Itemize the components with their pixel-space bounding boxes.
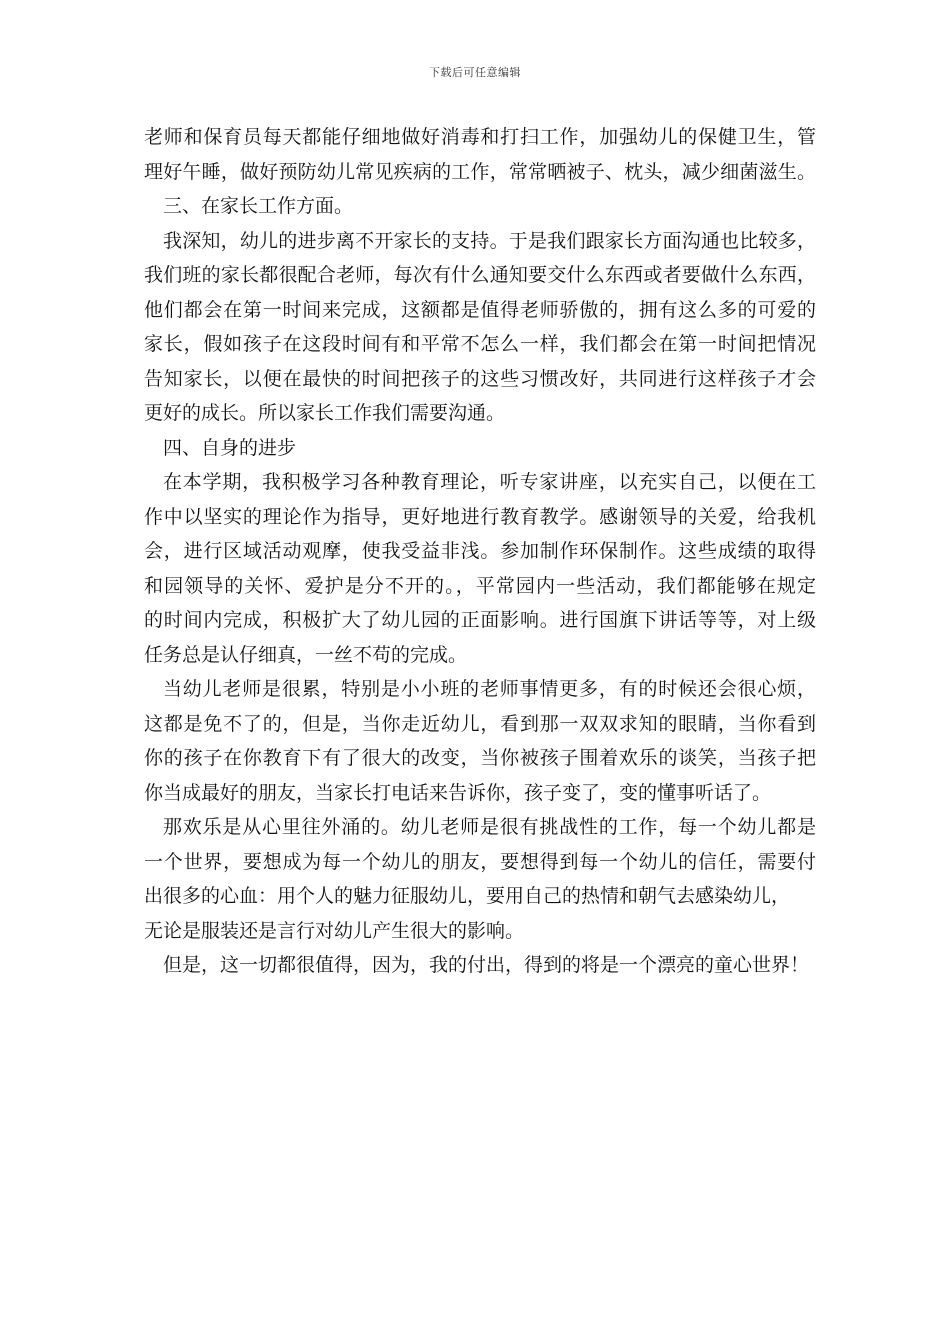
- text-line: 的时间内完成，积极扩大了幼儿园的正面影响。进行国旗下讲话等等，对上级: [144, 609, 816, 631]
- text-line: 告知家长，以便在最快的时间把孩子的这些习惯改好，共同进行这样孩子才会: [144, 367, 816, 390]
- section-heading: 四、自身的进步: [163, 436, 297, 459]
- text-line: 老师和保育员每天都能仔细地做好消毒和打扫工作，加强幼儿的保健卫生，管: [144, 126, 816, 148]
- text-line: 你当成最好的朋友，当家长打电话来告诉你，孩子变了，变的懂事听话了。: [144, 781, 772, 804]
- page-header: 下载后可任意编辑: [429, 66, 521, 79]
- text-line: 任务总是认仔细真，一丝不苟的完成。: [144, 643, 468, 666]
- text-line: 无论是服装还是言行对幼儿产生很大的影响。: [144, 919, 525, 942]
- text-line: 在本学期，我积极学习各种教育理论，听专家讲座，以充实自己，以便在工: [163, 471, 816, 493]
- text-line: 更好的成长。所以家长工作我们需要沟通。: [144, 402, 506, 424]
- text-line: 家长，假如孩子在这段时间有和平常不怎么一样，我们都会在第一时间把情况: [144, 333, 816, 355]
- text-line: 和园领导的关怀、爱护是分不开的。，平常园内一些活动，我们都能够在规定: [144, 574, 816, 597]
- text-line: 我们班的家长都很配合老师，每次有什么通知要交什么东西或者要做什么东西，: [144, 264, 816, 286]
- text-line: 理好午睡，做好预防幼儿常见疾病的工作，常常晒被子、枕头，减少细菌滋生。: [144, 160, 816, 183]
- document-body: [144, 120, 816, 983]
- text-line: 我深知，幼儿的进步离不开家长的支持。于是我们跟家长方面沟通也比较多，: [163, 229, 816, 252]
- text-line: 但是，这一切都很值得，因为，我的付出，得到的将是一个漂亮的童心世界！: [163, 954, 810, 976]
- text-line: 这都是免不了的，但是，当你走近幼儿，看到那一双双求知的眼睛，当你看到: [144, 712, 816, 735]
- text-line: 出很多的心血：用个人的魅力征服幼儿，要用自己的热情和朝气去感染幼儿，: [144, 885, 791, 907]
- text-line: 会，进行区域活动观摩，使我受益非浅。参加制作环保制作。这些成绩的取得: [144, 540, 816, 562]
- text-line: 当幼儿老师是很累，特别是小小班的老师事情更多，有的时候还会很心烦，: [163, 678, 816, 700]
- text-line: 那欢乐是从心里往外涌的。幼儿老师是很有挑战性的工作，每一个幼儿都是: [163, 816, 816, 838]
- section-heading: 三、在家长工作方面。: [163, 195, 354, 217]
- text-line: 你的孩子在你教育下有了很大的改变，当你被孩子围着欢乐的谈笑，当孩子把: [144, 747, 816, 769]
- text-line: 一个世界，要想成为每一个幼儿的朋友，要想得到每一个幼儿的信任，需要付: [144, 850, 816, 873]
- text-line: 作中以坚实的理论作为指导，更好地进行教育教学。感谢领导的关爱，给我机: [144, 505, 816, 528]
- text-line: 他们都会在第一时间来完成，这额都是值得老师骄傲的，拥有这么多的可爱的: [144, 298, 816, 321]
